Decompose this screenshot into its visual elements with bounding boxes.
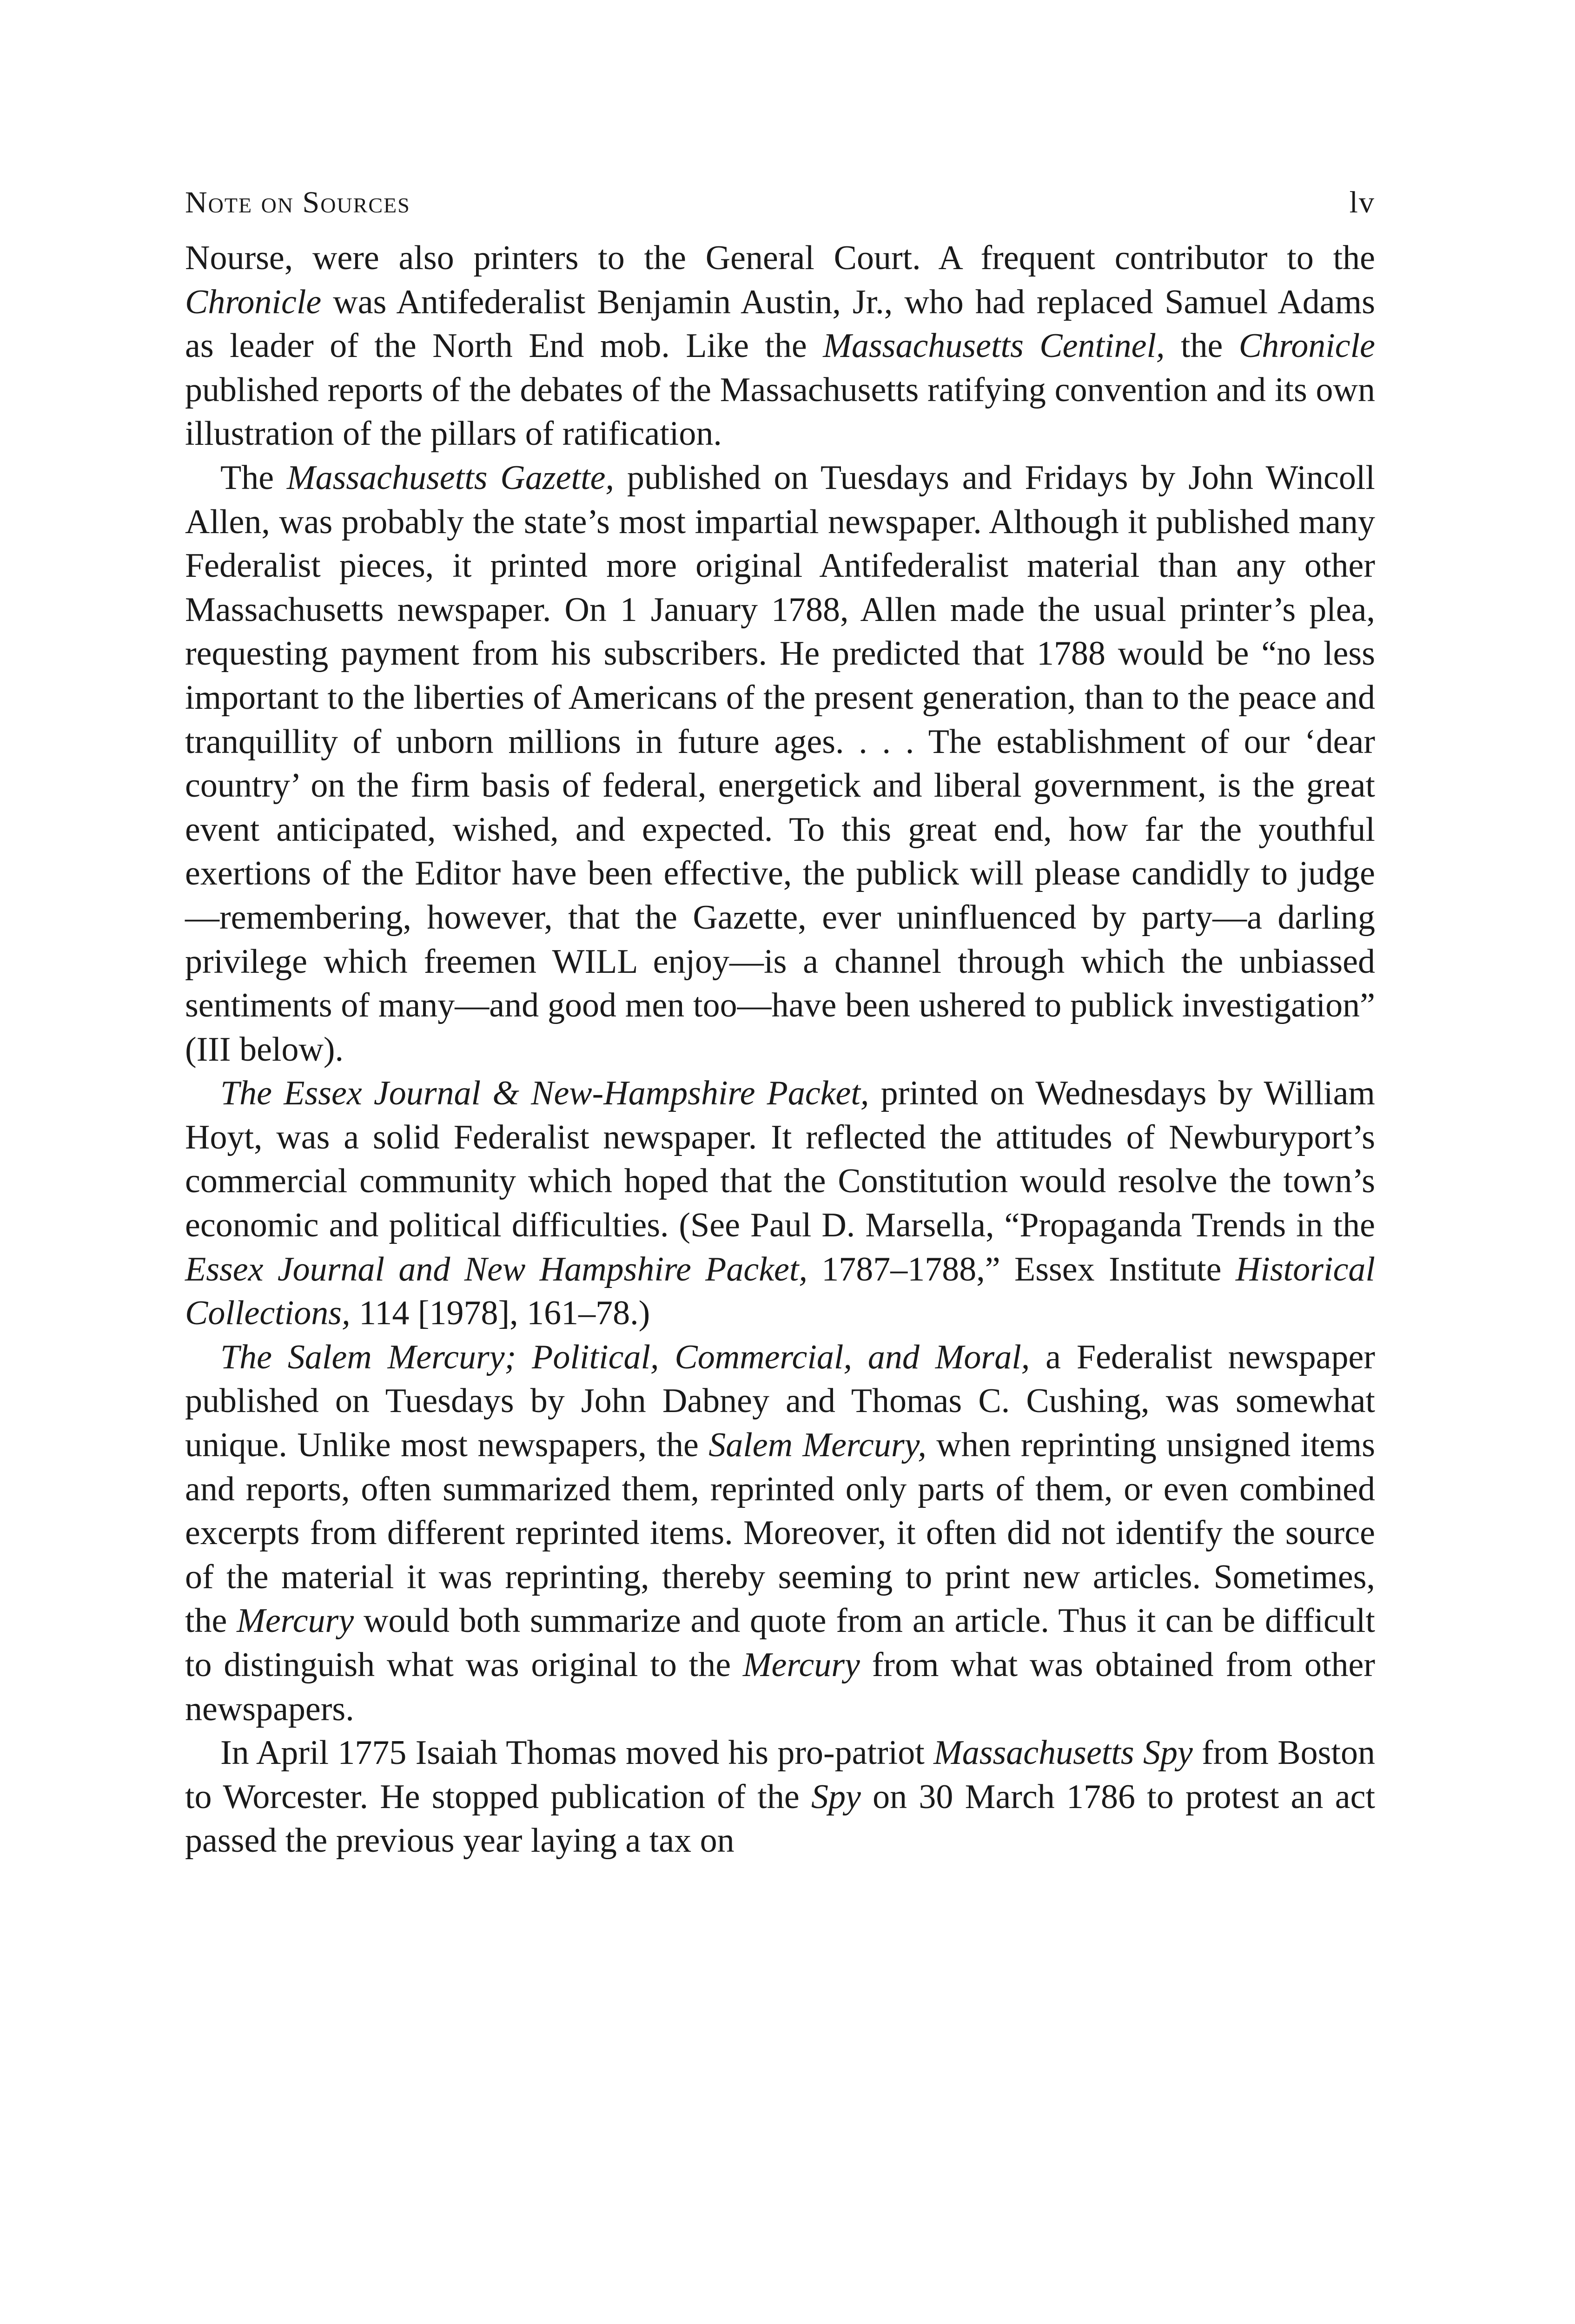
paragraph-massachusetts-spy [185, 1731, 1375, 1863]
text-run: 114 [1978], 161–78.) [350, 1294, 650, 1333]
text-run: when reprinting unsigned items and reports, often summarized them, reprinted only parts of them, or even combined excerpts from different reprinted items. Moreover, it often did not identify the source of the material it was reprinting, thereby seeming to print new articles. Sometimes, the [185, 1426, 1376, 1640]
paragraph-chronicle-continued [185, 236, 1375, 456]
text-run: would both summarize and quote from an article. Thus it can be difficult to distinguish what was original to the [185, 1602, 1375, 1684]
italic-run: The Salem Mercury; Political, Commercial, and Moral, [220, 1338, 1030, 1376]
text-run: In April 1775 Isaiah Thomas moved his pro-patriot [220, 1734, 934, 1772]
running-head-title: Note on Sources [185, 185, 410, 219]
page-number: lv [1349, 185, 1375, 219]
italic-run: Massachusetts Gazette, [286, 458, 614, 497]
text-run: Nourse, were also printers to the General Court. A frequent contributor to the [185, 239, 1375, 277]
italic-run: Salem Mercury, [708, 1426, 926, 1465]
paragraph-salem-mercury [185, 1335, 1375, 1731]
text-run: a Federalist newspaper published on Tuesdays by John Dabney and Thomas C. Cushing, was somewhat unique. Unlike most newspapers, the [185, 1338, 1375, 1465]
italic-run: Historical Collections, [185, 1250, 1375, 1333]
text-run: The [220, 458, 287, 497]
italic-run: Mercury [742, 1646, 860, 1684]
paragraph-essex-journal [185, 1071, 1375, 1335]
italic-run: Essex Journal and New Hampshire Packet, [185, 1250, 807, 1288]
text-run: was Antifederalist Benjamin Austin, Jr., who had replaced Samuel Adams as leader of the North End mob. Like the [185, 283, 1375, 365]
text-run: 1787–1788,” Essex Institute [807, 1250, 1236, 1288]
text-run: published on Tuesdays and Fridays by John Wincoll Allen, was probably the state’s most impartial newspaper. Although it published many Federalist pieces, it printed more original Antifederalist material than any other Massachusetts newspaper. On 1 January 1788, Allen made the usual printer’s plea, requesting payment from his subscribers. He predicted that 1788 would be “no less important to the liberties of Americans of the present generation, than to the peace and tranquillity of unborn millions in future ages. . . . The establishment of our ‘dear country’ on the firm basis of federal, energetick and liberal government, is the great event anticipated, wished, and expected. To this great end, how far the youthful exertions of the Editor have been effective, the publick will please candidly to judge—remembering, however, that the Gazette, ever uninfluenced by party—a darling privilege which freemen WILL enjoy—is a channel through which the unbiassed sentiments of many—and good men too—have been ushered to publick investigation” (III below). [185, 458, 1375, 1069]
body-text [185, 236, 1375, 1863]
italic-run: Chronicle [1238, 327, 1376, 365]
text-run: from what was obtained from other newspapers. [185, 1646, 1375, 1728]
book-page [185, 185, 1375, 1863]
text-run: the [1165, 327, 1239, 365]
italic-run: Chronicle [185, 283, 322, 321]
italic-run: Mercury [237, 1602, 354, 1640]
italic-run: Spy [811, 1777, 861, 1816]
text-run: from Boston to Worcester. He stopped publication of the [185, 1734, 1375, 1816]
paragraph-massachusetts-gazette [185, 456, 1375, 1071]
italic-run: Massachusetts Spy [933, 1734, 1193, 1772]
italic-run: Massachusetts Centinel, [823, 327, 1165, 365]
text-run: published reports of the debates of the Massachusetts ratifying convention and its own illustration of the pillars of ratification. [185, 370, 1375, 453]
text-run: printed on Wednesdays by William Hoyt, was a solid Federalist newspaper. It reflected the attitudes of Newburyport’s commercial community which hoped that the Constitution would resolve the town’s economic and political difficulties. (See Paul D. Marsella, “Propaganda Trends in the [185, 1074, 1375, 1245]
running-head [185, 185, 1375, 227]
text-run: on 30 March 1786 to protest an act passed the previous year laying a tax on [185, 1777, 1375, 1860]
italic-run: The Essex Journal & New-Hampshire Packet, [220, 1074, 869, 1113]
